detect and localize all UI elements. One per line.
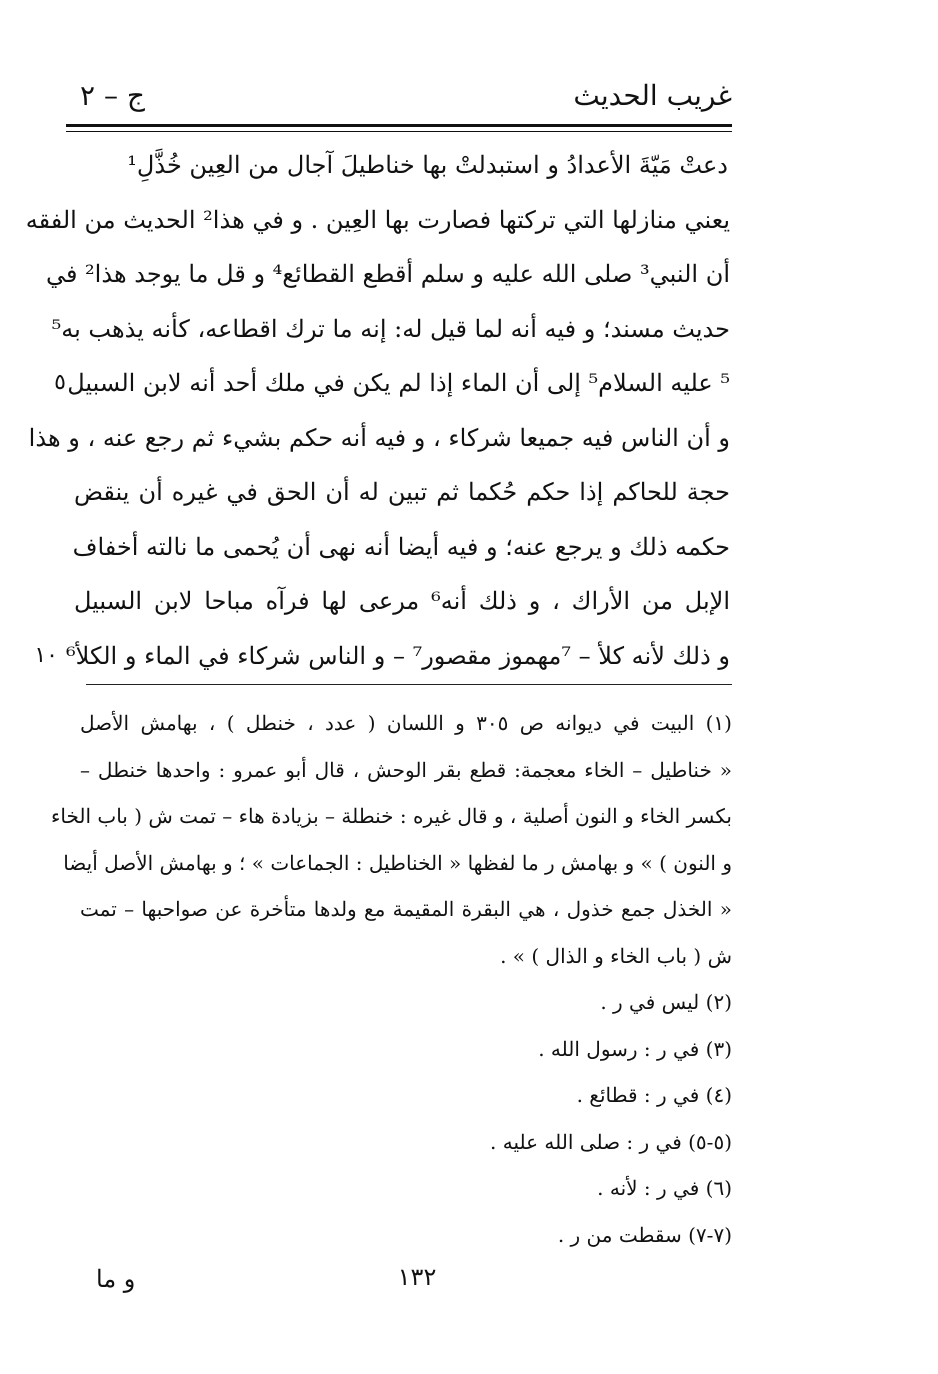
footnote-line: بكسر الخاء و النون أصلية ، و قال غيره : خنطلة – بزيادة هاء – تمت ش ( باب الخاء — [50, 804, 732, 828]
text-line: و أن الناس فيه جميعا شركاء ، و فيه أنه حكم بشيء ثم رجع عنه ، و هذا — [28, 423, 730, 452]
text-line-5 — [54, 356, 730, 411]
text-line: حجة للحاكم إذا حكم حُكما ثم تبين له أن الحق في غيره أن ينقض — [74, 478, 730, 506]
line-number-5: ٥ — [54, 370, 66, 395]
poetry-verse-line: دعتْ مَيّةَ الأعدادُ و استبدلتْ بها خناطيلَ آجال من العِين خُذَّلِ¹ — [127, 151, 728, 179]
text-line: الإبل من الأراك ، و ذلك أنه⁶ مرعى لها فرآه مباحا لابن السبيل — [74, 587, 730, 615]
footnotes — [50, 700, 732, 1258]
line-number-10: ١٠ — [34, 642, 58, 668]
volume-label: ج – ٢ — [80, 79, 145, 112]
text-line-10 — [34, 629, 730, 684]
footnote-line: (١) البيت في ديوانه ص ٣٠٥ و اللسان ( عدد ، خنطل ) ، بهامش الأصل — [80, 711, 732, 735]
main-text — [25, 138, 730, 683]
footnote-line: (٥-٥) في ر : صلى الله عليه . — [490, 1129, 732, 1154]
footnote-line: (٦) في ر : لأنه . — [597, 1176, 732, 1200]
footnote-line: (٧-٧) سقطت من ر . — [557, 1222, 732, 1247]
footnote-line: (٤) في ر : قطائع . — [576, 1083, 732, 1107]
page-number: ١٣٢ — [397, 1263, 437, 1291]
header-rule-thin — [66, 131, 732, 132]
footnote-line: « الخذل جمع خذول ، هي البقرة المقيمة مع ولدها متأخرة عن صواحبها – تمت — [80, 897, 732, 921]
running-header — [66, 78, 732, 118]
text-line: أن النبي³ صلى الله عليه و سلم أقطع القطائع⁴ و قل ما يوجد هذا² في — [45, 260, 730, 288]
text-line-content: و ذلك لأنه كلأ – ⁷مهموز مقصور⁷ – و الناس شركاء في الماء و الكلأ⁶ — [66, 641, 730, 670]
catchword: و ما — [96, 1265, 136, 1293]
book-title: غريب الحديث — [573, 79, 732, 112]
footnote-line: « خناطيل – الخاء معجمة: قطع بقر الوحش ، قال أبو عمرو : واحدها خنطل – — [80, 757, 732, 782]
text-line: يعني منازلها التي تركتها فصارت بها العِين . و في هذا² الحديث من الفقه — [25, 205, 730, 234]
footnote-line: (٣) في ر : رسول الله . — [538, 1036, 732, 1061]
footnote-line: (٢) ليس في ر . — [600, 990, 732, 1014]
text-line-content: ⁵ عليه السلام⁵ إلى أن الماء إذا لم يكن في ملك أحد أنه لابن السبيل — [67, 369, 730, 397]
footnote-line: ش ( باب الخاء و الذال ) » . — [500, 943, 732, 968]
header-rule-thick — [66, 124, 732, 127]
text-line: حكمه ذلك و يرجع عنه؛ و فيه أيضا أنه نهى أن يُحمى ما نالته أخفاف — [72, 532, 730, 561]
footnote-separator — [86, 684, 732, 685]
text-line: حديث مسند؛ و فيه أنه لما قيل له: إنه ما ترك اقطاعه، كأنه يذهب به⁵ — [51, 314, 730, 343]
footnote-line: و النون ) » و بهامش ر ما لفظها « الخناطيل : الجماعات » ؛ و بهامش الأصل أيضا — [63, 850, 732, 875]
